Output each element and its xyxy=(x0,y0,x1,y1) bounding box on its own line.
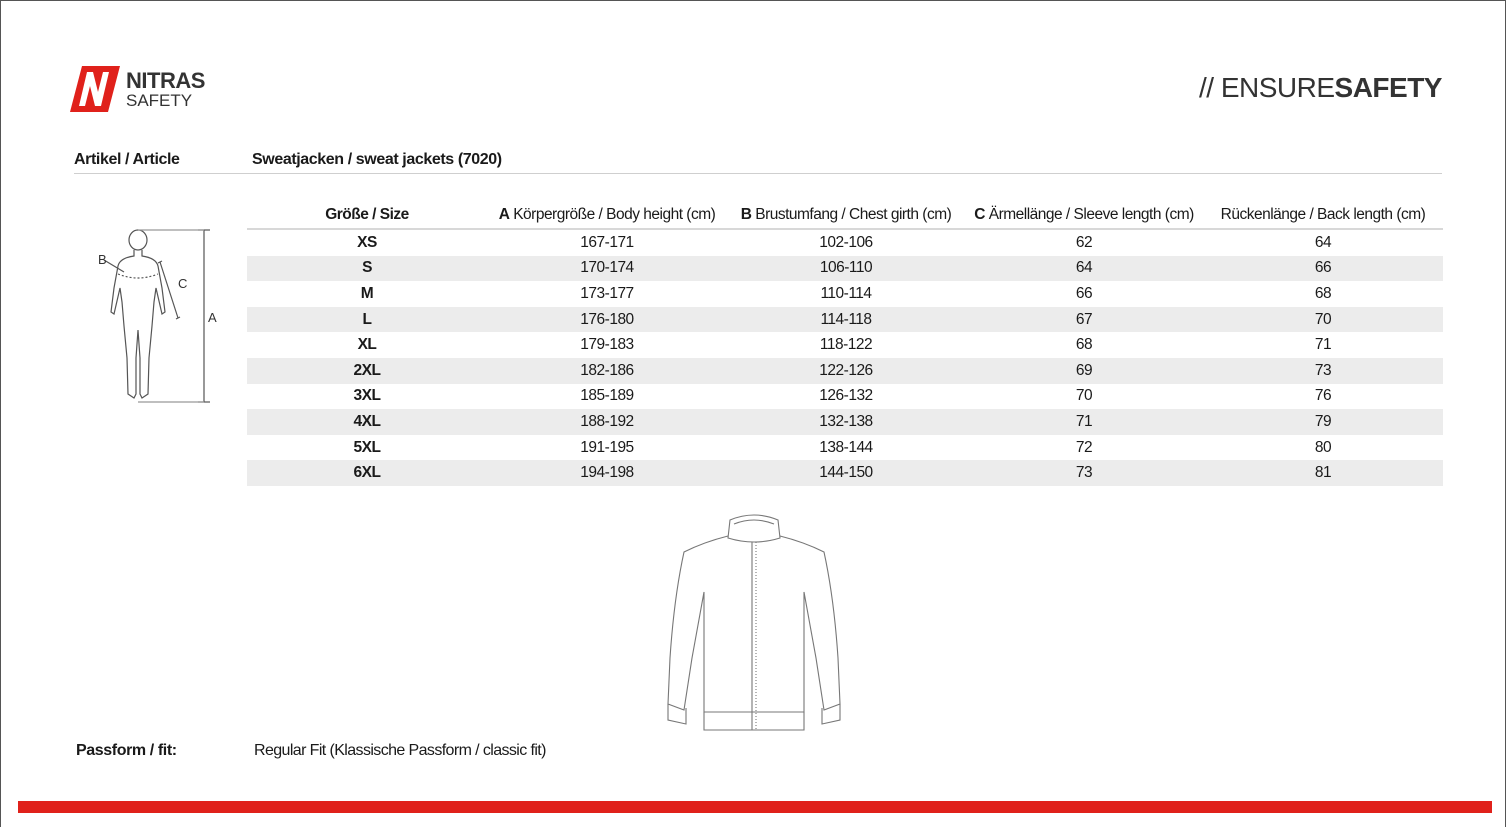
cell-size: 3XL xyxy=(353,387,381,405)
cell-back-length: 80 xyxy=(1314,438,1332,456)
table-row xyxy=(247,409,1443,435)
cell-back-length: 81 xyxy=(1203,460,1443,486)
cell-size: S xyxy=(247,256,487,282)
cell-size: 2XL xyxy=(247,358,487,384)
cell-chest-girth: 102-106 xyxy=(819,233,873,251)
cell-sleeve-length: 70 xyxy=(1075,387,1093,405)
article-label: Artikel / Article xyxy=(74,151,180,168)
cell-sleeve-length: 62 xyxy=(1075,233,1093,251)
cell-back-length: 73 xyxy=(1203,358,1443,384)
cell-size: XS xyxy=(357,233,377,251)
cell-body-height: 176-180 xyxy=(487,307,727,333)
cell-sleeve-length: 66 xyxy=(1075,284,1093,302)
cell-chest-girth: 110-114 xyxy=(820,284,872,302)
table-row xyxy=(247,384,1443,410)
cell-back-length: 68 xyxy=(1314,284,1332,302)
slogan-prefix: // ENSURE xyxy=(1199,72,1335,103)
fit-value: Regular Fit (Klassische Passform / classic fit) xyxy=(254,742,546,759)
ensure-safety-slogan xyxy=(1199,72,1442,104)
table-row xyxy=(247,229,1443,256)
cell-chest-girth: 144-150 xyxy=(727,460,965,486)
header-body-height: A Körpergröße / Body height (cm) xyxy=(487,202,727,229)
cell-body-height: 188-192 xyxy=(487,409,727,435)
cell-sleeve-length: 64 xyxy=(965,256,1203,282)
cell-size: 5XL xyxy=(353,438,381,456)
cell-chest-girth: 132-138 xyxy=(727,409,965,435)
cell-back-length: 64 xyxy=(1314,233,1332,251)
cell-back-length: 76 xyxy=(1314,387,1332,405)
table-row xyxy=(247,435,1443,461)
cell-back-length: 71 xyxy=(1314,336,1332,354)
footer-red-bar xyxy=(18,801,1492,813)
table-row xyxy=(247,307,1443,333)
slogan-bold: SAFETY xyxy=(1334,72,1442,103)
cell-size: L xyxy=(247,307,487,333)
cell-size: M xyxy=(360,284,374,302)
table-row xyxy=(247,358,1443,384)
label-a: A xyxy=(208,310,217,325)
cell-chest-girth: 122-126 xyxy=(727,358,965,384)
cell-chest-girth: 106-110 xyxy=(727,256,965,282)
cell-size: 4XL xyxy=(247,409,487,435)
cell-sleeve-length: 72 xyxy=(1075,438,1093,456)
cell-body-height: 191-195 xyxy=(580,438,634,456)
cell-body-height: 185-189 xyxy=(580,387,634,405)
jacket-illustration xyxy=(664,508,846,734)
cell-size: 6XL xyxy=(247,460,487,486)
label-b: B xyxy=(98,252,107,267)
cell-chest-girth: 114-118 xyxy=(727,307,965,333)
nitras-logo-mark-icon xyxy=(68,64,122,114)
cell-sleeve-length: 71 xyxy=(965,409,1203,435)
table-row xyxy=(247,256,1443,282)
table-row xyxy=(247,460,1443,486)
header-back-length: Rückenlänge / Back length (cm) xyxy=(1203,202,1443,229)
cell-body-height: 194-198 xyxy=(487,460,727,486)
cell-body-height: 179-183 xyxy=(580,336,634,354)
cell-body-height: 170-174 xyxy=(487,256,727,282)
article-value: Sweatjacken / sweat jackets (7020) xyxy=(252,151,502,168)
divider xyxy=(74,173,1442,174)
nitras-logo xyxy=(68,64,208,116)
size-table xyxy=(247,202,1443,486)
cell-back-length: 66 xyxy=(1203,256,1443,282)
table-row xyxy=(247,332,1443,358)
cell-size: XL xyxy=(357,336,377,354)
cell-sleeve-length: 73 xyxy=(965,460,1203,486)
cell-chest-girth: 138-144 xyxy=(819,438,873,456)
cell-sleeve-length: 68 xyxy=(1075,336,1093,354)
cell-back-length: 70 xyxy=(1203,307,1443,333)
cell-sleeve-length: 67 xyxy=(965,307,1203,333)
table-header-row xyxy=(247,202,1443,229)
logo-subtitle: SAFETY xyxy=(126,91,193,110)
body-measurement-figure xyxy=(94,226,224,408)
cell-body-height: 167-171 xyxy=(580,233,634,251)
fit-label: Passform / fit: xyxy=(76,742,177,759)
cell-chest-girth: 118-122 xyxy=(819,336,873,354)
cell-chest-girth: 126-132 xyxy=(819,387,873,405)
logo-wordmark: NITRAS xyxy=(126,68,205,93)
header-sleeve-length: C Ärmellänge / Sleeve length (cm) xyxy=(965,202,1203,229)
cell-body-height: 182-186 xyxy=(487,358,727,384)
label-c: C xyxy=(178,276,188,291)
cell-sleeve-length: 69 xyxy=(965,358,1203,384)
table-row xyxy=(247,281,1443,307)
cell-body-height: 173-177 xyxy=(580,284,634,302)
cell-back-length: 79 xyxy=(1203,409,1443,435)
header-chest-girth: B Brustumfang / Chest girth (cm) xyxy=(727,202,965,229)
header-size: Größe / Size xyxy=(247,202,487,229)
